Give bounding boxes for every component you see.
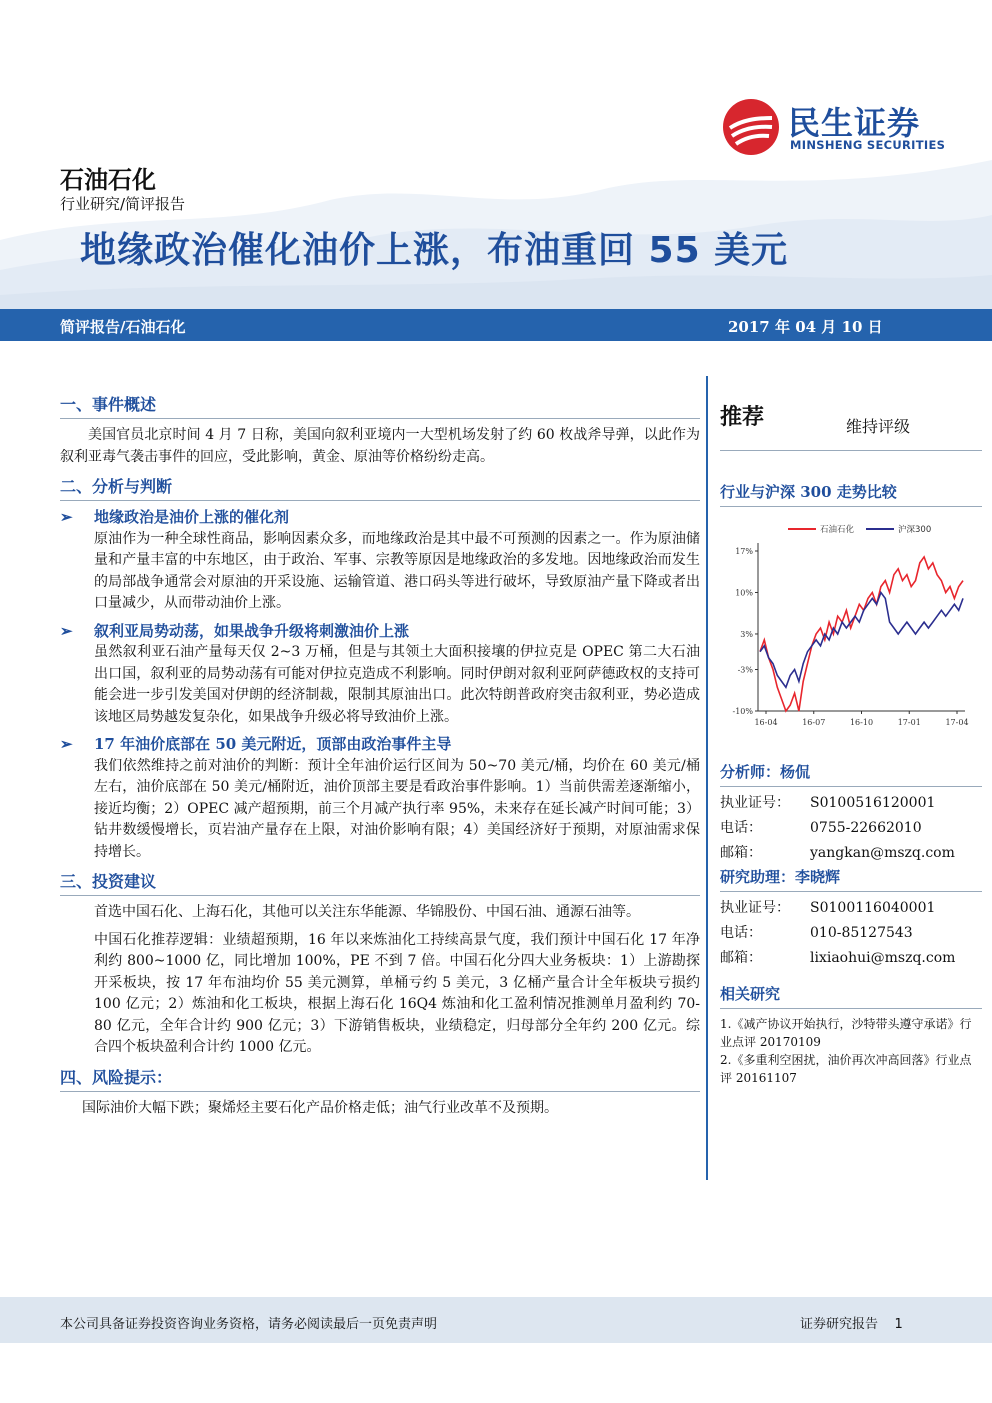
y-tick-label: 3% bbox=[740, 629, 753, 639]
kv-value: 010-85127543 bbox=[810, 925, 913, 941]
x-tick-label: 17-01 bbox=[897, 718, 921, 727]
related-heading: 相关研究 bbox=[720, 983, 982, 1009]
analyst-email-row bbox=[720, 841, 982, 866]
kv-key: 电话： bbox=[720, 820, 762, 836]
section-heading-analysis: 二、分析与判断 bbox=[60, 474, 700, 501]
section-heading-risk: 四、风险提示： bbox=[60, 1065, 700, 1092]
column-divider bbox=[706, 376, 708, 1180]
kv-key: 邮箱： bbox=[720, 845, 762, 861]
x-tick-label: 16-07 bbox=[802, 718, 826, 727]
x-tick-label: 16-04 bbox=[754, 718, 778, 727]
y-tick-label: -3% bbox=[737, 665, 753, 675]
kv-key: 电话： bbox=[720, 925, 762, 941]
y-tick-label: 17% bbox=[735, 547, 753, 556]
assistant-phone-row bbox=[720, 921, 982, 946]
band-date: 2017 年 04 月 10 日 bbox=[728, 318, 883, 336]
x-tick-label: 16-10 bbox=[849, 718, 874, 727]
footer-disclaimer: 本公司具备证券投资咨询业务资格，请务必阅读最后一页免责声明 bbox=[60, 1317, 438, 1332]
section-heading-investment: 三、投资建议 bbox=[60, 869, 700, 896]
brand-name-en: MINSHENG SECURITIES bbox=[790, 138, 946, 152]
rating-box bbox=[720, 400, 982, 451]
y-tick-label: 10% bbox=[735, 588, 753, 598]
event-paragraph: 美国官员北京时间 4 月 7 日称，美国向叙利亚境内一大型机场发射了约 60 枚战斧导弹，以此作为叙利亚毒气袭击事件的回应，受此影响，黄金、原油等价格纷纷走高。 bbox=[60, 427, 700, 465]
kv-key: 执业证号： bbox=[720, 900, 790, 916]
rating-sub: 维持评级 bbox=[846, 417, 911, 436]
main-content bbox=[60, 392, 700, 1119]
analyst-email-link[interactable]: yangkan@mszq.com bbox=[810, 845, 955, 861]
series-line-1 bbox=[760, 557, 963, 711]
analysis-body-3: 我们依然维持之前对油价的判断：预计全年油价运行区间为 50~70 美元/桶，均价在 60 美元/桶左右，油价底部在 50 美元/桶附近，油价顶部主要是看政治事件影响。1）当前供需差逐渐缩小，接近均衡；2）OPEC 减产超预期，前三个月减产执行率 95%，未来存在延长减产时间可能；3）钻井数缓慢增长，页岩油产量存在上限，对油价影响有限；4）美国经济好于预期，对原油需求保持增长。 bbox=[94, 757, 700, 860]
investment-paragraph-1: 首选中国石化、上海石化，其他可以关注东华能源、华锦股份、中国石油、通源石油等。 bbox=[94, 904, 640, 920]
legend-label-2: 沪深300 bbox=[898, 525, 932, 535]
legend-label-1: 石油石化 bbox=[820, 525, 855, 535]
y-tick-label: -10% bbox=[732, 707, 753, 716]
sidebar bbox=[720, 400, 982, 1087]
analysis-body-2: 虽然叙利亚石油产量每天仅 2~3 万桶，但是与其领土大面积接壤的伊拉克是 OPEC 第二大石油出口国，叙利亚的局势动荡有可能对伊拉克造成不利影响。同时伊朗对叙利亚阿萨德政权的支持可能会进一步引发美国对伊朗的经济制裁，限制其原油出口。此次特朗普政府突击叙利亚，势必造成该地区局势越发复杂化，如果战争升级必将导致油价上涨。 bbox=[94, 644, 700, 725]
arrow-bullet-icon: ➢ bbox=[60, 735, 73, 753]
chart-heading: 行业与沪深 300 走势比较 bbox=[720, 481, 982, 507]
trend-chart bbox=[720, 511, 982, 751]
analysis-subheading-1 bbox=[60, 507, 700, 529]
analysis-subheading-2 bbox=[60, 621, 700, 643]
analysis-subheading-text: 叙利亚局势动荡，如果战争升级将刺激油价上涨 bbox=[94, 621, 410, 640]
industry-label: 石油石化 bbox=[60, 166, 156, 194]
report-subtitle: 行业研究/简评报告 bbox=[60, 195, 186, 213]
x-tick-label: 17-04 bbox=[945, 718, 969, 727]
analyst-heading: 分析师：杨侃 bbox=[720, 761, 982, 787]
arrow-bullet-icon: ➢ bbox=[60, 621, 73, 640]
risk-paragraph: 国际油价大幅下跌；聚烯烃主要石化产品价格走低；油气行业改革不及预期。 bbox=[82, 1099, 558, 1116]
brand-name-cn: 民生证券 bbox=[788, 104, 921, 142]
analysis-subheading-text: 地缘政治是油价上涨的催化剂 bbox=[94, 508, 290, 526]
kv-value: S0100516120001 bbox=[810, 795, 936, 811]
footer-page: 证券研究报告 1 bbox=[800, 1317, 903, 1332]
analyst-license-row bbox=[720, 791, 982, 816]
kv-value: S0100116040001 bbox=[810, 900, 936, 916]
band-category: 简评报告/石油石化 bbox=[60, 318, 186, 336]
analysis-subheading-3 bbox=[60, 734, 700, 756]
kv-key: 执业证号： bbox=[720, 795, 790, 811]
related-item[interactable]: 1.《减产协议开始执行，沙特带头遵守承诺》行业点评 20170109 bbox=[720, 1017, 972, 1049]
investment-paragraph-2: 中国石化推荐逻辑：业绩超预期，16 年以来炼油化工持续高景气度，我们预计中国石化 17 年净利约 800~1000 亿，同比增加 100%，PE 不到 7 倍。中国石化分四大业务板块：1）上游勘探开采板块，按 17 年布油均价 55 美元测算，单桶亏约 5 美元，3 亿桶产量合计全年板块亏损约 100 亿元；2）炼油和化工板块，根据上海石化 16Q4 炼油和化工盈利情况推测单月盈利约 70-80 亿元，全年合计约 900 亿元；3）下游销售板块，业绩稳定，归母部分全年约 200 亿元。综合四个板块盈利合计约 1000 亿元。 bbox=[94, 931, 700, 1055]
assistant-heading: 研究助理：李晓辉 bbox=[720, 866, 982, 892]
minsheng-logo-icon bbox=[722, 98, 780, 156]
section-heading-event: 一、事件概述 bbox=[60, 392, 700, 419]
report-title: 地缘政治催化油价上涨，布油重回 55 美元 bbox=[80, 230, 789, 271]
rating-label: 推荐 bbox=[720, 405, 765, 430]
kv-key: 邮箱： bbox=[720, 950, 762, 966]
assistant-email-link[interactable]: lixiaohui@mszq.com bbox=[810, 950, 956, 966]
analysis-body-1: 原油作为一种全球性商品，影响因素众多，而地缘政治是其中最不可预测的因素之一。作为原油储量和产量丰富的中东地区，由于政治、军事、宗教等原因是地缘政治的多发地。因地缘政治而发生的局部战争通常会对原油的开采设施、运输管道、港口码头等进行破坏，导致原油产量下降或者出口量减少，从而带动油价上涨。 bbox=[94, 530, 700, 611]
kv-value: 0755-22662010 bbox=[810, 820, 922, 836]
analysis-subheading-text: 17 年油价底部在 50 美元附近，顶部由政治事件主导 bbox=[94, 735, 452, 753]
assistant-license-row bbox=[720, 896, 982, 921]
related-item[interactable]: 2.《多重利空困扰，油价再次冲高回落》行业点评 20161107 bbox=[720, 1053, 972, 1085]
analyst-phone-row bbox=[720, 816, 982, 841]
arrow-bullet-icon: ➢ bbox=[60, 508, 73, 526]
assistant-email-row bbox=[720, 946, 982, 971]
